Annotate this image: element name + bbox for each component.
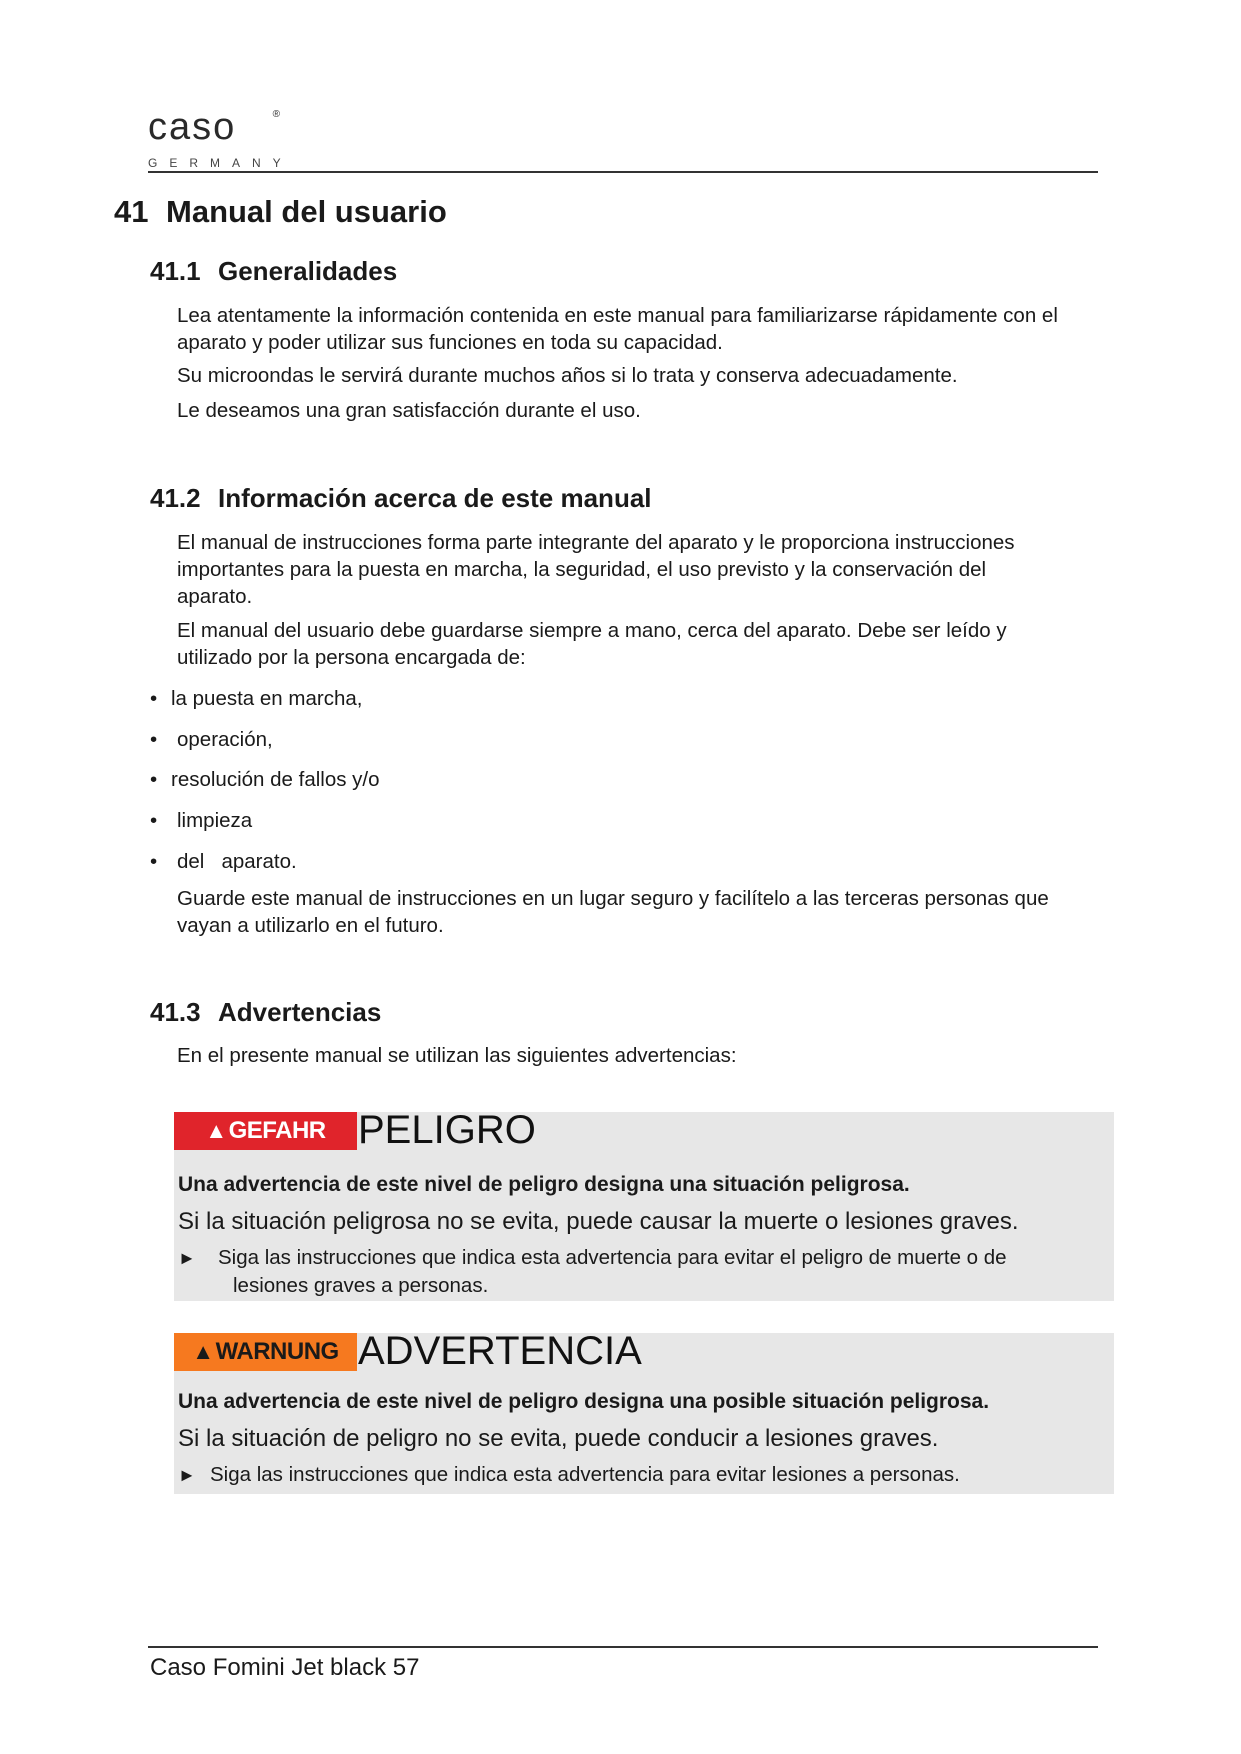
- danger-instruction: ► Siga las instrucciones que indica esta advertencia para evitar el peligro de muerte o de lesiones graves a personas.: [178, 1246, 1007, 1297]
- section-title: Información acerca de este manual: [218, 483, 652, 513]
- section-heading-advertencias: [150, 997, 381, 1028]
- section-title: Advertencias: [218, 997, 382, 1027]
- advertencia-warning-box: [174, 1329, 1114, 1494]
- chapter-number: 41: [114, 194, 149, 229]
- paragraph-store-manual: Guarde este manual de instrucciones en un lugar seguro y facilítelo a las terceras personas que vayan a utilizarlo en el futuro.: [177, 887, 1049, 937]
- paragraph-warnings-intro: En el presente manual se utilizan las siguientes advertencias:: [177, 1044, 737, 1067]
- section-heading-generalidades: [150, 256, 397, 287]
- section-number: 41.3: [150, 997, 201, 1027]
- paragraph-microwave-care: Su microondas le servirá durante muchos años si lo trata y conserva adecuadamente.: [177, 364, 958, 387]
- danger-consequence: Si la situación peligrosa no se evita, puede causar la muerte o lesiones graves.: [178, 1208, 1019, 1235]
- warning-consequence: Si la situación de peligro no se evita, puede conducir a lesiones graves.: [178, 1425, 939, 1452]
- danger-title: PELIGRO: [358, 1108, 536, 1152]
- danger-description: Una advertencia de este nivel de peligro designa una situación peligrosa.: [178, 1173, 910, 1196]
- warning-triangle-icon: ▲: [192, 1339, 214, 1364]
- logo-text: caso: [148, 106, 237, 148]
- section-title: Generalidades: [218, 256, 398, 286]
- logo-wordmark: [148, 106, 282, 148]
- list-item: • del aparato.: [150, 850, 297, 873]
- list-item: • resolución de fallos y/o: [150, 768, 380, 791]
- page-footer: Caso Fomini Jet black 57: [150, 1654, 420, 1681]
- danger-badge: ▲ GEFAHR: [174, 1112, 357, 1150]
- footer-rule: [148, 1646, 1098, 1648]
- paragraph-manual-integral: El manual de instrucciones forma parte integrante del aparato y le proporciona instrucciones importantes para la puesta en marcha, la seguridad, el uso previsto y la conservación del aparato.: [177, 531, 1015, 608]
- list-item: • operación,: [150, 728, 273, 751]
- arrow-right-icon: ►: [178, 1465, 196, 1485]
- warning-badge: ▲ WARNUNG: [174, 1333, 357, 1371]
- danger-warning-box: [174, 1108, 1114, 1301]
- logo-registered-mark: ®: [272, 109, 282, 120]
- warning-title: ADVERTENCIA: [358, 1329, 642, 1373]
- warning-instruction: ► Siga las instrucciones que indica esta advertencia para evitar lesiones a personas.: [178, 1461, 1098, 1489]
- list-item: • limpieza: [150, 809, 253, 832]
- warning-description: Una advertencia de este nivel de peligro designa una posible situación peligrosa.: [178, 1390, 990, 1413]
- section-heading-manual-info: [150, 483, 652, 514]
- brand-logo: [148, 106, 293, 170]
- logo-subtitle: GERMANY: [148, 156, 293, 170]
- header-rule: [148, 171, 1098, 173]
- arrow-right-icon: ►: [178, 1248, 196, 1268]
- paragraph-satisfaction: Le deseamos una gran satisfacción durante el uso.: [177, 399, 641, 422]
- warning-triangle-icon: ▲: [205, 1118, 227, 1143]
- chapter-title: Manual del usuario: [166, 194, 447, 229]
- list-item: • la puesta en marcha,: [150, 687, 363, 710]
- paragraph-read-carefully: Lea atentamente la información contenida en este manual para familiarizarse rápidamente con el aparato y poder utilizar sus funciones en toda su capacidad.: [177, 304, 1058, 354]
- paragraph-keep-manual: El manual del usuario debe guardarse siempre a mano, cerca del aparato. Debe ser leído y utilizado por la persona encargada de:: [177, 619, 1007, 669]
- section-number: 41.1: [150, 256, 201, 286]
- chapter-heading: [114, 194, 447, 230]
- section-number: 41.2: [150, 483, 201, 513]
